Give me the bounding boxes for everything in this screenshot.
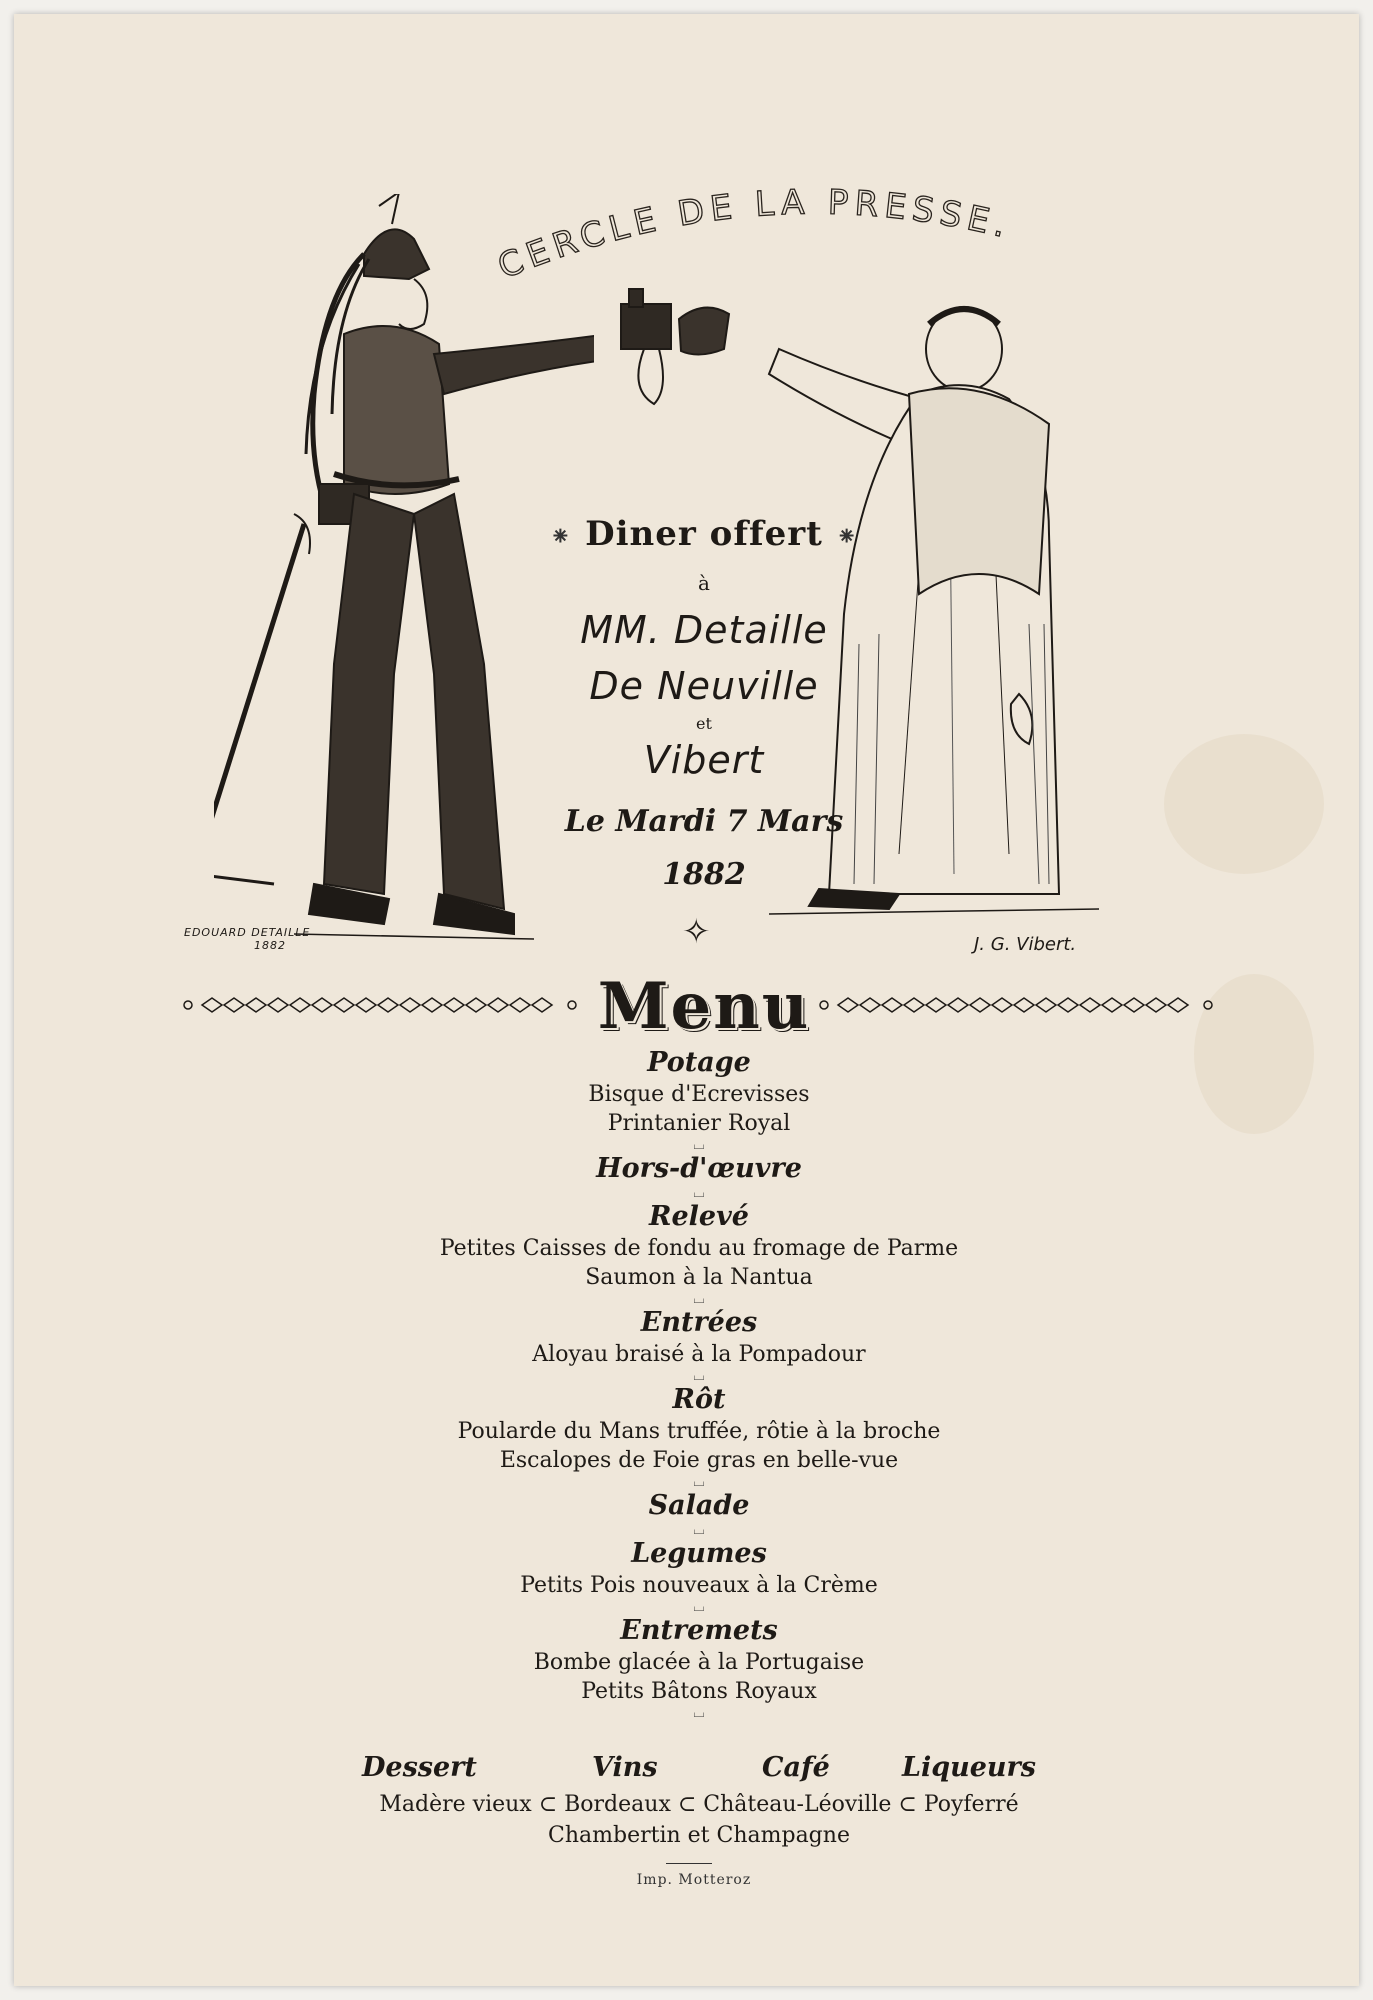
menu-section-legumes <box>214 1537 1184 1614</box>
dish: Poularde du Mans truffée, rôtie à la broche <box>457 1419 941 1444</box>
menu-section-potage <box>214 1046 1184 1152</box>
dish: Petits Pois nouveaux à la Crème <box>520 1573 878 1598</box>
section-title: Relevé <box>649 1201 749 1232</box>
signature-detaille: EDOUARD DETAILLE 1882 <box>184 926 311 952</box>
dish: Escalopes de Foie gras en belle-vue <box>499 1448 899 1473</box>
dinner-date: Le Mardi 7 Mars <box>564 804 844 839</box>
section-title: Potage <box>647 1047 751 1078</box>
separator-icon: ⌴ <box>693 1137 705 1153</box>
section-title: Entrées <box>640 1307 758 1338</box>
ornament-right-icon: ⁕ <box>835 522 859 552</box>
menu-card <box>14 14 1359 1986</box>
separator-icon: ⌴ <box>693 1474 705 1490</box>
dish: Bombe glacée à la Portugaise <box>533 1650 865 1675</box>
menu-section-entremets <box>214 1614 1184 1720</box>
menu-section-salade <box>214 1489 1184 1537</box>
dish: Aloyau braisé à la Pompadour <box>532 1342 866 1367</box>
menu-section-releve <box>214 1200 1184 1306</box>
paper-stain <box>1164 734 1324 874</box>
section-title: Entremets <box>620 1615 778 1646</box>
to-line: à <box>698 571 710 595</box>
menu-title: Menu <box>597 969 811 1044</box>
heading-vins: Vins <box>592 1752 658 1783</box>
dish: Petites Caisses de fondu au fromage de Parme <box>439 1236 959 1261</box>
star-ornament-icon: ✧ <box>682 912 711 952</box>
separator-icon: ⌴ <box>693 1599 705 1615</box>
separator-icon: ⌴ <box>693 1705 705 1721</box>
separator-icon: ⌴ <box>693 1291 705 1307</box>
signature-vibert: J. G. Vibert. <box>974 934 1077 955</box>
dish: Petits Bâtons Royaux <box>581 1679 817 1704</box>
header-title: CERCLE DE LA PRESSE. <box>492 184 1016 288</box>
heading-dessert: Dessert <box>362 1752 477 1783</box>
offer-line <box>434 514 974 554</box>
offer-text: Diner offert <box>585 514 823 554</box>
ornamental-rule-left <box>182 990 582 1020</box>
dish: Printanier Royal <box>607 1111 791 1136</box>
and-line: et <box>696 714 712 733</box>
separator-icon: ⌴ <box>693 1185 705 1201</box>
section-title: Salade <box>648 1490 750 1521</box>
heading-cafe: Café <box>762 1752 830 1783</box>
printer-credit: Imp. Motteroz <box>636 1872 752 1888</box>
guest-de-neuville: De Neuville <box>589 664 819 708</box>
exchanged-object-illustration <box>609 279 759 409</box>
section-title: Hors-d'œuvre <box>596 1153 802 1184</box>
section-title: Legumes <box>631 1538 767 1569</box>
wines-line: Chambertin et Champagne <box>548 1823 850 1848</box>
guest-detaille: MM. Detaille <box>580 608 828 652</box>
ornamental-rule-right <box>818 990 1218 1020</box>
menu-section-rot <box>214 1383 1184 1489</box>
dish: Saumon à la Nantua <box>585 1265 813 1290</box>
dish: Bisque d'Ecrevisses <box>588 1082 810 1107</box>
printer-divider <box>666 1863 712 1864</box>
heading-liqueurs: Liqueurs <box>902 1752 1036 1783</box>
dinner-year: 1882 <box>662 857 746 892</box>
section-title: Rôt <box>672 1384 726 1415</box>
wines-line: Madère vieux ⊂ Bordeaux ⊂ Château-Léoville ⊂ Poyferré <box>379 1792 1019 1817</box>
separator-icon: ⌴ <box>693 1522 705 1538</box>
wines-list <box>214 1789 1184 1851</box>
menu-sections <box>214 1046 1184 1720</box>
menu-section-entrees <box>214 1306 1184 1383</box>
separator-icon: ⌴ <box>693 1368 705 1384</box>
ornament-left-icon: ⁕ <box>549 522 573 552</box>
guest-vibert: Vibert <box>643 738 765 782</box>
menu-section-hors-doeuvre <box>214 1152 1184 1200</box>
